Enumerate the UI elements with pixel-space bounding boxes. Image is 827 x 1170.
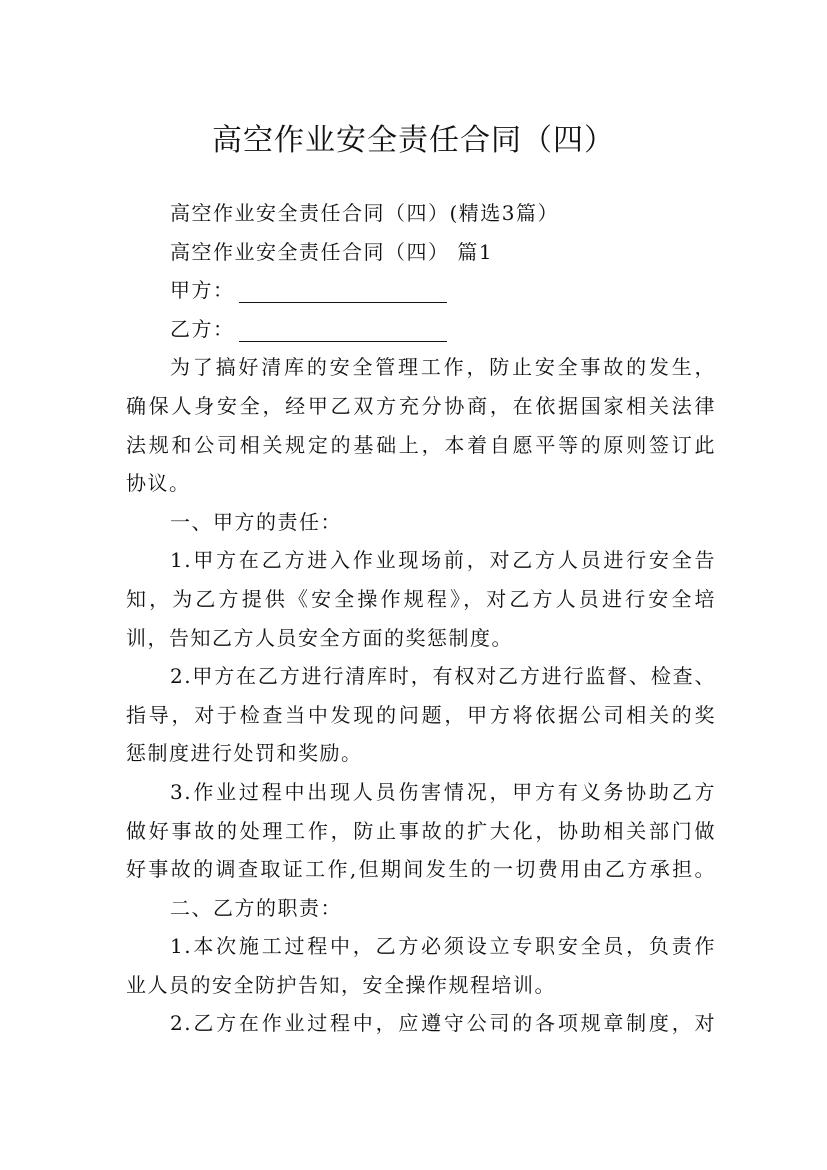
clause-line: 1.本次施工过程中，乙方必须设立专职安全员，负责作 xyxy=(170,934,716,959)
clause-line: 3.作业过程中出现人员伤害情况，甲方有义务协助乙方 xyxy=(170,779,716,804)
party-b-row xyxy=(126,310,716,349)
intro-line: 协议。 xyxy=(126,471,191,496)
subtitle: 高空作业安全责任合同（四）(精选3篇） xyxy=(170,201,560,225)
clause-line: 知，为乙方提供《安全操作规程》，对乙方人员进行安全培 xyxy=(126,586,716,611)
clause-line: 指导，对于检查当中发现的问题，甲方将依据公司相关的奖 xyxy=(126,702,716,727)
party-a-label: 甲方： xyxy=(170,278,235,303)
section-heading: 二、乙方的职责： xyxy=(170,895,342,920)
party-a-blank xyxy=(239,278,447,303)
clause-line: 业人员的安全防护告知，安全操作规程培训。 xyxy=(126,972,556,997)
clause-line: 2.甲方在乙方进行清库时，有权对乙方进行监督、检查、 xyxy=(170,664,716,689)
document-body xyxy=(126,194,716,1043)
intro-line: 确保人身安全，经甲乙双方充分协商，在依据国家相关法律 xyxy=(126,393,716,418)
article-heading: 高空作业安全责任合同（四） 篇1 xyxy=(170,239,494,264)
clause-line: 训，告知乙方人员安全方面的奖惩制度。 xyxy=(126,625,513,650)
intro-line: 法规和公司相关规定的基础上，本着自愿平等的原则签订此 xyxy=(126,432,716,457)
section-heading: 一、甲方的责任： xyxy=(170,509,342,534)
clause-line: 好事故的调查取证工作,但期间发生的一切费用由乙方承担。 xyxy=(126,857,716,882)
clause-line: 1.甲方在乙方进入作业现场前，对乙方人员进行安全告 xyxy=(170,548,716,573)
clause-line: 惩制度进行处罚和奖励。 xyxy=(126,741,363,766)
party-b-label: 乙方： xyxy=(170,316,235,341)
clause-line: 2.乙方在作业过程中，应遵守公司的各项规章制度，对 xyxy=(170,1011,716,1036)
document-title: 高空作业安全责任合同（四） xyxy=(212,123,615,159)
party-a-row xyxy=(126,271,716,310)
clause-line: 做好事故的处理工作，防止事故的扩大化，协助相关部门做 xyxy=(126,818,716,843)
intro-line: 为了搞好清库的安全管理工作，防止安全事故的发生， xyxy=(170,355,716,380)
party-b-blank xyxy=(239,317,447,342)
